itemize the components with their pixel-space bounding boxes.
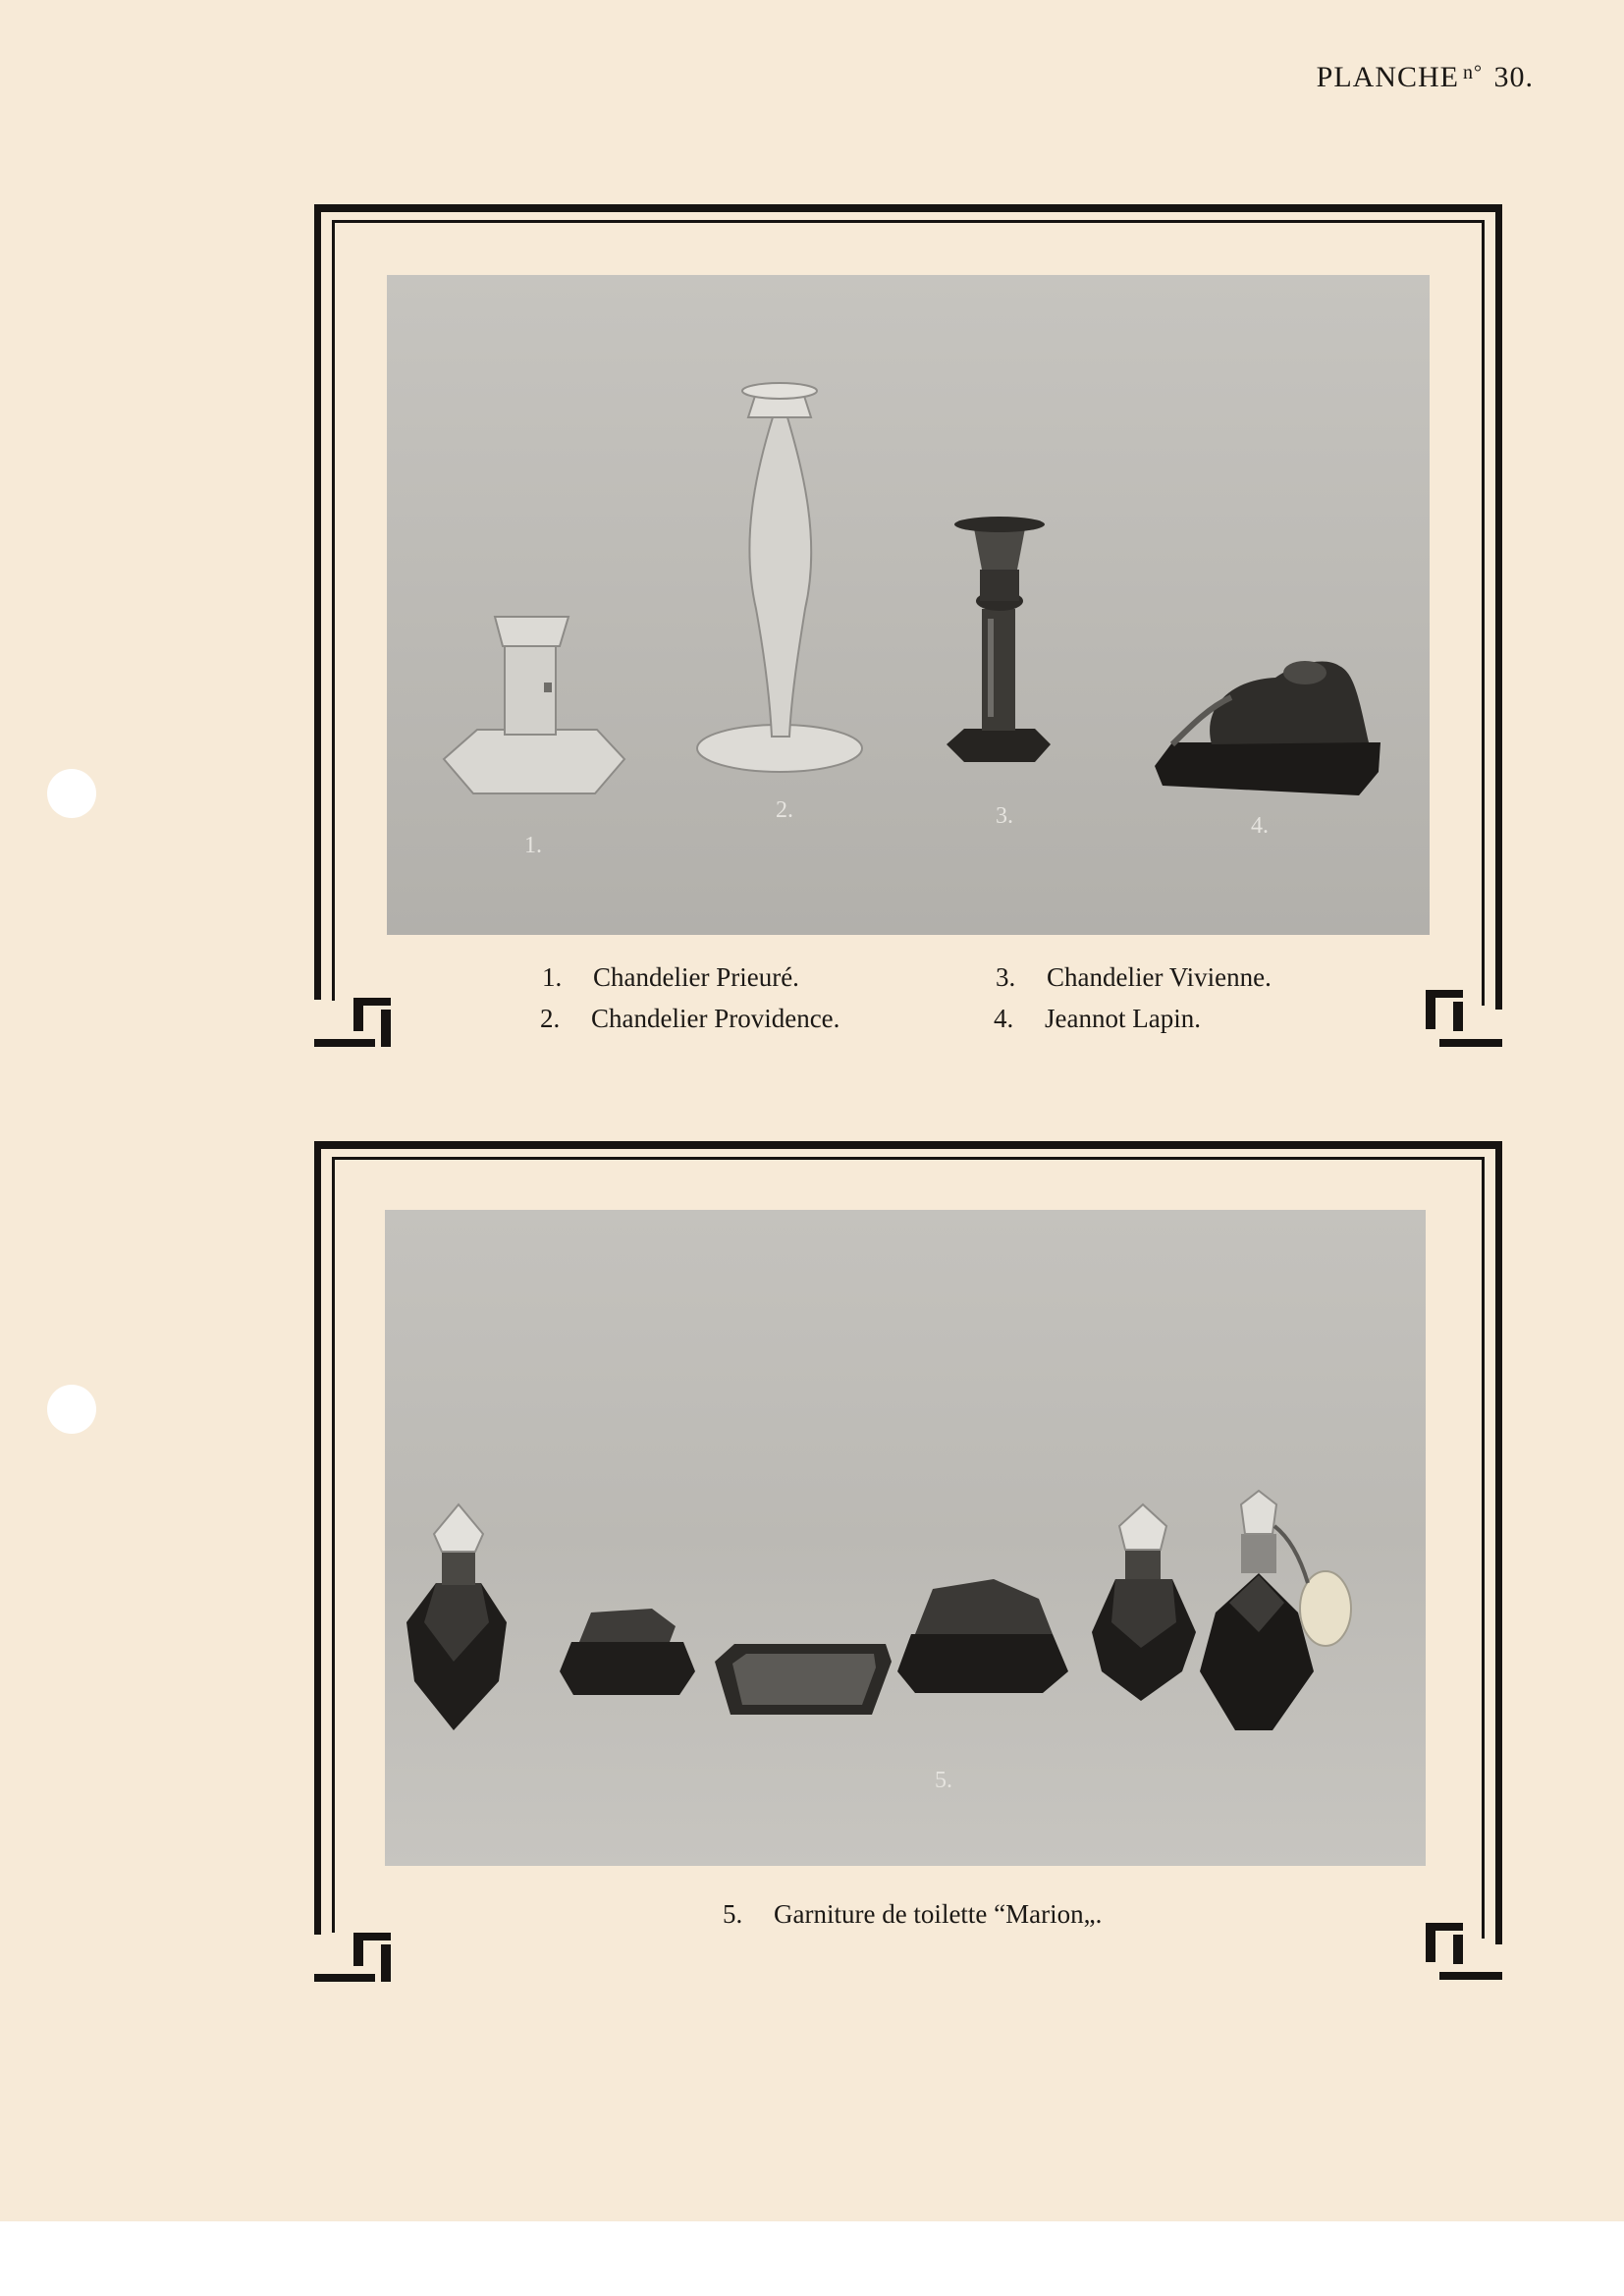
plate-number [1317,61,1534,94]
frame-right-rule [1495,204,1502,1010]
photo-number-4: 4. [1251,813,1269,839]
caption-number-5: 5. [723,1899,743,1929]
frame-top-rule [314,1141,1502,1149]
photo-candlesticks [387,275,1430,935]
caption-text-3: Chandelier Vivienne. [1047,962,1272,992]
frame-top-rule [314,204,1502,212]
punch-hole-bottom [47,1385,96,1434]
caption-number-4: 4. [994,1004,1014,1033]
photo-number-3: 3. [996,803,1013,829]
plate-abbrev: n° [1463,62,1483,83]
frame-left-rule [314,204,321,1000]
caption-number-1: 1. [542,962,563,992]
frame-inner-right-rule [1482,1157,1485,1939]
caption-number-3: 3. [996,962,1016,992]
photo-toilet-set [385,1210,1426,1866]
plate-label-text: PLANCHE [1316,61,1459,93]
photo-number-1: 1. [524,833,542,858]
frame-right-rule [1495,1141,1502,1944]
soap-tray-image [715,1644,892,1715]
caption-text-1: Chandelier Prieuré. [593,962,799,992]
meander-ornament-right [1426,1923,1502,1982]
caption-item-4 [994,1004,1201,1034]
caption-number-2: 2. [540,1004,561,1033]
meander-ornament-left [314,990,391,1049]
frame-inner-top-rule [332,220,1485,223]
frame-inner-right-rule [1482,220,1485,1006]
frame-inner-left-rule [332,1157,335,1933]
plate-number-value: 30. [1493,61,1534,93]
frame-left-rule [314,1141,321,1935]
frame-inner-top-rule [332,1157,1485,1160]
meander-ornament-left [314,1925,391,1984]
meander-ornament-right [1426,990,1502,1049]
caption-item-5 [723,1899,1102,1930]
caption-item-2 [540,1004,839,1034]
caption-text-4: Jeannot Lapin. [1045,1004,1201,1033]
photo-number-5: 5. [935,1768,952,1793]
caption-item-3 [996,962,1272,993]
punch-hole-top [47,769,96,818]
frame-inner-left-rule [332,220,335,1001]
caption-text-5: Garniture de toilette “Marion„. [774,1899,1103,1929]
photo-number-2: 2. [776,797,793,823]
caption-text-2: Chandelier Providence. [591,1004,840,1033]
caption-item-1 [542,962,799,993]
